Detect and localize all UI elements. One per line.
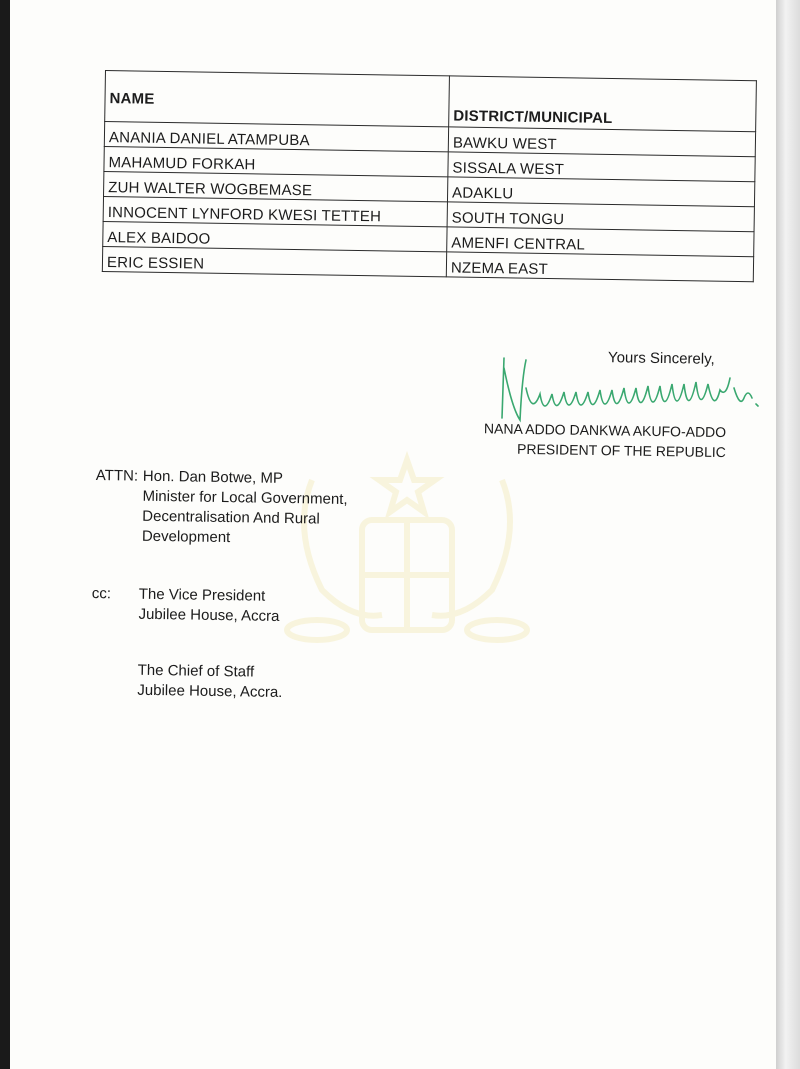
- name-cell: ANANIA DANIEL ATAMPUBA: [104, 122, 448, 152]
- signer-block: [460, 418, 727, 462]
- district-cell: SOUTH TONGU: [447, 202, 754, 232]
- district-cell: NZEMA EAST: [446, 252, 753, 282]
- cc-recipient: [137, 661, 283, 703]
- name-cell: INNOCENT LYNFORD KWESI TETTEH: [103, 196, 447, 226]
- district-cell: BAWKU WEST: [448, 127, 755, 157]
- signer-name: NANA ADDO DANKWA AKUFO-ADDO: [483, 420, 727, 441]
- attn-recipient: [142, 467, 348, 550]
- attn-label: ATTN:: [95, 466, 139, 485]
- appointments-table: [102, 70, 757, 282]
- cc-recipient-line: The Vice President: [138, 585, 266, 605]
- name-column-header: NAME: [105, 71, 450, 127]
- cc-recipient-line: Jubilee House, Accra.: [137, 681, 283, 702]
- cc-label: cc:: [91, 584, 112, 603]
- name-cell: MAHAMUD FORKAH: [104, 146, 448, 176]
- district-cell: SISSALA WEST: [448, 152, 755, 182]
- attn-line: Decentralisation And Rural: [142, 507, 320, 528]
- table-body: [102, 122, 755, 282]
- attn-line: Development: [141, 527, 231, 547]
- name-cell: ERIC ESSIEN: [102, 246, 446, 276]
- signer-title: PRESIDENT OF THE REPUBLIC: [516, 440, 726, 461]
- page-edge-shadow: [776, 0, 800, 1069]
- attn-line: Minister for Local Government,: [142, 487, 348, 508]
- district-column-header: DISTRICT/MUNICIPAL: [449, 76, 757, 132]
- handwritten-signature: [482, 348, 772, 430]
- cc-recipient-line: Jubilee House, Accra: [138, 605, 280, 625]
- cc-recipient-line: The Chief of Staff: [137, 661, 255, 681]
- cc-recipient: [138, 585, 280, 627]
- attn-line: Hon. Dan Botwe, MP: [142, 467, 284, 487]
- name-cell: ALEX BAIDOO: [103, 221, 447, 251]
- closing-text: Yours Sincerely,: [607, 349, 715, 368]
- name-cell: ZUH WALTER WOGBEMASE: [104, 171, 448, 201]
- district-cell: AMENFI CENTRAL: [447, 227, 754, 257]
- district-cell: ADAKLU: [447, 177, 754, 207]
- letter-page: [10, 0, 776, 1069]
